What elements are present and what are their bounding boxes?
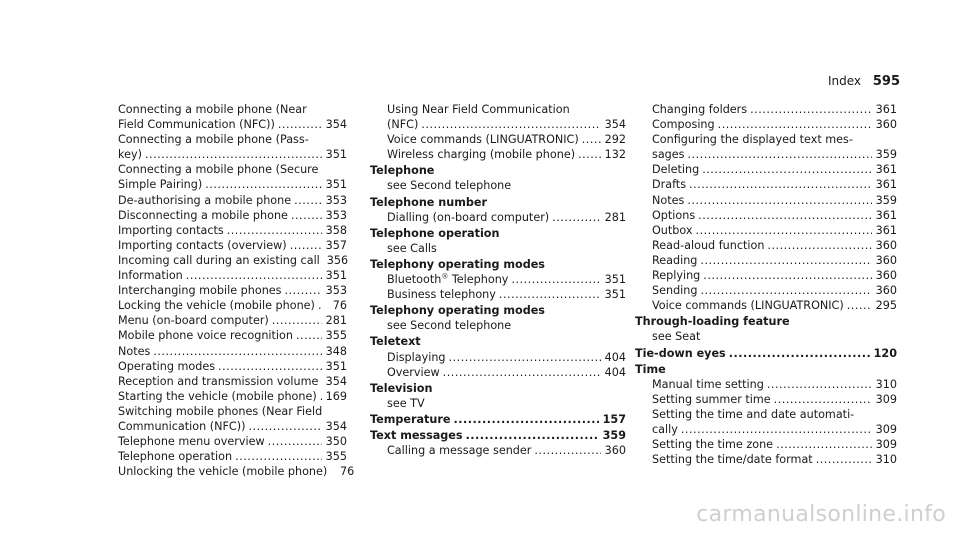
entry-text: Deleting	[652, 163, 700, 177]
page-ref: 361	[875, 208, 897, 222]
index-heading	[635, 362, 897, 377]
entry-text: Importing contacts	[118, 223, 224, 237]
entry-text: Tie-down eyes	[635, 346, 726, 360]
dot-leader	[689, 177, 872, 192]
dot-leader	[687, 193, 871, 208]
page-ref: 281	[325, 314, 347, 328]
index-entry	[635, 392, 897, 407]
entry-text: Bluetooth® Telephony	[387, 272, 509, 287]
dot-leader	[186, 268, 322, 283]
index-entry	[370, 178, 626, 193]
index-heading	[370, 257, 626, 272]
index-entry	[370, 318, 626, 333]
dot-leader	[296, 328, 322, 343]
index-entry	[635, 132, 897, 147]
index-heading	[370, 303, 626, 318]
entry-text: Calling a message sender	[387, 444, 532, 458]
page-ref: 295	[875, 299, 897, 313]
dot-leader	[552, 210, 600, 225]
entry-text: Disconnecting a mobile phone	[118, 208, 288, 222]
entry-text: see Calls	[387, 241, 437, 255]
entry-text: Telephone operation	[370, 226, 500, 240]
dot-leader	[767, 238, 871, 253]
index-heading	[635, 346, 897, 361]
index-heading	[370, 428, 626, 443]
page-ref: 360	[875, 118, 897, 132]
entry-text: Business telephony	[387, 288, 496, 302]
index-entry	[118, 404, 347, 419]
dot-leader	[776, 437, 872, 452]
index-entry	[635, 422, 897, 437]
entry-text: Text messages	[370, 428, 463, 442]
index-heading	[370, 334, 626, 349]
index-entry	[118, 223, 347, 238]
entry-text: Composing	[652, 118, 715, 132]
entry-text: Replying	[652, 269, 701, 283]
page-ref: 354	[325, 419, 347, 433]
dot-leader	[700, 253, 871, 268]
entry-text: Locking the vehicle (mobile phone)	[118, 299, 315, 313]
dot-leader	[466, 428, 599, 443]
page-ref: 361	[875, 223, 897, 237]
dot-leader	[700, 283, 871, 298]
index-entry	[635, 437, 897, 452]
page-ref: 356	[326, 253, 349, 267]
index-heading	[635, 314, 897, 329]
index-entry	[370, 350, 626, 365]
page-ref: 292	[604, 133, 626, 147]
index-entry	[635, 223, 897, 238]
entry-text: Connecting a mobile phone (Secure	[118, 163, 319, 177]
entry-text: Setting the time/date format	[652, 453, 813, 467]
index-entry	[118, 268, 347, 283]
dot-leader	[703, 268, 871, 283]
page-ref: 353	[325, 208, 347, 222]
page-ref: 354	[325, 374, 347, 388]
dot-leader	[235, 449, 322, 464]
entry-text: Notes	[652, 193, 685, 207]
page-ref: 404	[604, 365, 626, 379]
page-ref: 360	[875, 269, 897, 283]
index-heading	[370, 226, 626, 241]
entry-text: Telephone operation	[118, 450, 233, 464]
entry-text: see Second telephone	[387, 319, 512, 333]
page-ref: 360	[875, 253, 897, 267]
index-column-2	[370, 102, 626, 458]
dot-leader	[443, 365, 601, 380]
dot-leader	[578, 147, 601, 162]
dot-leader	[729, 346, 870, 361]
index-entry	[118, 208, 347, 223]
entry-text: Switching mobile phones (Near Field	[118, 404, 323, 418]
index-entry	[118, 359, 347, 374]
dot-leader	[278, 117, 322, 132]
page-ref: 355	[325, 450, 347, 464]
index-entry	[635, 407, 897, 422]
index-entry	[118, 132, 347, 147]
index-entry	[635, 329, 897, 344]
dot-leader	[318, 298, 323, 313]
dot-leader	[534, 443, 600, 458]
index-entry	[118, 102, 347, 117]
entry-text: Drafts	[652, 178, 687, 192]
index-entry	[635, 177, 897, 192]
index-entry	[118, 177, 347, 192]
page-ref: 360	[875, 284, 897, 298]
entry-text: Telephone menu overview	[118, 435, 265, 449]
entry-text: De-authorising a mobile phone	[118, 193, 292, 207]
page-ref: 361	[875, 103, 897, 116]
index-heading	[370, 381, 626, 396]
page-ref: 351	[604, 288, 626, 302]
entry-text: Changing folders	[652, 103, 748, 116]
index-entry	[118, 328, 347, 343]
page-ref: 351	[325, 269, 347, 283]
page-ref: 359	[602, 428, 626, 442]
index-column-1	[118, 102, 355, 479]
index-entry	[370, 287, 626, 302]
dot-leader	[227, 223, 322, 238]
page-ref: 354	[325, 118, 347, 132]
page-ref: 351	[604, 273, 626, 287]
entry-text: Voice commands (LINGUATRONIC)	[387, 133, 579, 147]
index-entry	[370, 272, 626, 287]
dot-leader	[698, 208, 871, 223]
dot-leader	[681, 422, 872, 437]
index-entry	[635, 238, 897, 253]
entry-text: Reading	[652, 253, 698, 267]
entry-text: Incoming call during an existing call	[118, 253, 320, 267]
entry-text: Options	[652, 208, 696, 222]
dot-leader	[294, 193, 322, 208]
entry-text: (NFC)	[387, 118, 419, 132]
dot-leader	[511, 272, 600, 287]
entry-text: Through-loading feature	[635, 315, 790, 329]
index-entry	[635, 377, 897, 392]
entry-text: Wireless charging (mobile phone)	[387, 148, 576, 162]
page-ref: 157	[602, 412, 626, 426]
entry-text: Telephony operating modes	[370, 304, 545, 318]
page-ref: 353	[325, 193, 347, 207]
dot-leader	[218, 359, 322, 374]
index-entry	[635, 452, 897, 467]
entry-text: Connecting a mobile phone (Pass-	[118, 133, 309, 147]
entry-text: Voice commands (LINGUATRONIC)	[652, 299, 844, 313]
index-entry	[118, 344, 347, 359]
dot-leader	[291, 208, 322, 223]
page-ref: 351	[325, 148, 347, 162]
index-entry	[635, 253, 897, 268]
entry-text: Displaying	[387, 350, 446, 364]
entry-text: Reception and transmission volume	[118, 374, 319, 388]
index-entry	[635, 147, 897, 162]
entry-text: Menu (on-board computer)	[118, 314, 269, 328]
dot-leader	[272, 313, 322, 328]
page-header	[828, 74, 900, 89]
index-entry	[370, 147, 626, 162]
index-entry	[118, 147, 347, 162]
index-entry	[635, 268, 897, 283]
index-column-3	[635, 102, 897, 467]
index-entry	[118, 193, 347, 208]
entry-text: Starting the vehicle (mobile phone)	[118, 389, 317, 403]
entry-text: Connecting a mobile phone (Near	[118, 103, 307, 116]
dot-leader	[453, 412, 598, 427]
entry-text: Mobile phone voice recognition	[118, 329, 293, 343]
dot-leader	[153, 344, 321, 359]
entry-text: Operating modes	[118, 359, 216, 373]
entry-text: Interchanging mobile phones	[118, 284, 282, 298]
entry-text: Outbox	[652, 223, 693, 237]
page-ref: 354	[604, 118, 626, 132]
entry-text: Setting the time zone	[652, 438, 774, 452]
entry-text: Using Near Field Communication	[387, 103, 570, 116]
entry-text: Notes	[118, 344, 151, 358]
index-entry	[118, 313, 347, 328]
index-entry	[118, 449, 347, 464]
index-entry	[635, 102, 897, 117]
watermark: carmanualsonline.info	[696, 502, 946, 527]
index-entry	[370, 396, 626, 411]
dot-leader	[718, 117, 872, 132]
dot-leader	[582, 132, 601, 147]
page-ref: 404	[604, 350, 626, 364]
entry-text: key)	[118, 148, 142, 162]
dot-leader	[816, 452, 872, 467]
page-ref: 350	[325, 435, 347, 449]
index-label: Index	[827, 74, 862, 88]
index-entry	[118, 238, 347, 253]
entry-text: Telephone number	[370, 195, 487, 209]
page-ref: 132	[604, 148, 626, 162]
page-ref: 355	[325, 329, 347, 343]
dot-leader	[774, 392, 872, 407]
page-ref: 310	[875, 453, 897, 467]
page-ref: 358	[325, 223, 347, 237]
entry-text: Sending	[652, 284, 698, 298]
index-entry	[635, 193, 897, 208]
page-ref: 76	[340, 465, 355, 479]
entry-text: Manual time setting	[652, 377, 764, 391]
dot-leader	[285, 283, 322, 298]
page-ref: 359	[875, 193, 897, 207]
index-entry	[635, 117, 897, 132]
page-ref: 309	[875, 438, 897, 452]
entry-text: Field Communication (NFC))	[118, 118, 275, 132]
page-ref: 309	[875, 392, 897, 406]
index-entry	[370, 102, 626, 117]
entry-text: Communication (NFC))	[118, 419, 246, 433]
entry-text: Overview	[387, 365, 440, 379]
entry-text: cally	[652, 422, 678, 436]
page-ref: 351	[325, 178, 347, 192]
dot-leader	[750, 102, 872, 117]
index-entry	[118, 419, 347, 434]
index-entry	[635, 162, 897, 177]
page-ref: 309	[875, 422, 897, 436]
dot-leader	[290, 238, 322, 253]
dot-leader	[499, 287, 601, 302]
index-entry	[370, 443, 626, 458]
index-entry	[635, 208, 897, 223]
entry-text: Simple Pairing)	[118, 178, 203, 192]
index-entry	[118, 253, 347, 268]
entry-text: Telephony operating modes	[370, 257, 545, 271]
entry-text: Telephone	[370, 164, 435, 178]
index-entry	[118, 162, 347, 177]
dot-leader	[688, 147, 872, 162]
index-entry	[370, 117, 626, 132]
entry-text: Importing contacts (overview)	[118, 238, 287, 252]
entry-text: see TV	[387, 396, 425, 410]
index-entry	[118, 464, 355, 479]
entry-text: Read-aloud function	[652, 238, 765, 252]
page-ref: 348	[325, 344, 347, 358]
index-entry	[118, 374, 347, 389]
index-entry	[370, 132, 626, 147]
index-entry	[635, 283, 897, 298]
dot-leader	[320, 389, 322, 404]
index-entry	[118, 117, 347, 132]
index-entry	[118, 434, 347, 449]
index-entry	[370, 210, 626, 225]
page-ref: 360	[875, 238, 897, 252]
index-entry	[370, 365, 626, 380]
entry-text: Time	[635, 362, 666, 376]
entry-text: Temperature	[370, 412, 451, 426]
page-ref: 281	[604, 210, 626, 224]
entry-text: Configuring the displayed text mes-	[652, 133, 853, 147]
page-ref: 310	[875, 377, 897, 391]
dot-leader	[847, 298, 872, 313]
page-ref: 359	[875, 148, 897, 162]
page-ref: 76	[332, 299, 347, 313]
page-ref: 351	[325, 359, 347, 373]
page-ref: 169	[325, 389, 347, 403]
index-entry	[118, 389, 347, 404]
entry-text: sages	[652, 148, 685, 162]
index-heading	[370, 195, 626, 210]
page-ref: 361	[875, 163, 897, 177]
entry-text: Setting summer time	[652, 392, 771, 406]
entry-text: Information	[118, 269, 183, 283]
dot-leader	[421, 117, 600, 132]
page-ref: 361	[875, 178, 897, 192]
entry-text: see Second telephone	[387, 179, 512, 193]
dot-leader	[248, 419, 321, 434]
entry-text: Setting the time and date automati-	[652, 407, 855, 421]
dot-leader	[205, 177, 321, 192]
index-entry	[370, 241, 626, 256]
page-ref: 360	[604, 444, 626, 458]
entry-text: Unlocking the vehicle (mobile phone)	[118, 465, 328, 479]
entry-text: Television	[370, 381, 433, 395]
entry-text: see Seat	[652, 330, 701, 344]
index-entry	[118, 298, 347, 313]
dot-leader	[696, 223, 872, 238]
entry-text: Teletext	[370, 335, 421, 349]
page-ref: 120	[873, 346, 897, 360]
dot-leader	[702, 162, 871, 177]
page-number: 595	[872, 74, 900, 89]
page-ref: 353	[325, 284, 347, 298]
entry-text: Dialling (on-board computer)	[387, 210, 550, 224]
index-heading	[370, 163, 626, 178]
page-ref: 357	[325, 238, 347, 252]
dot-leader	[449, 350, 601, 365]
index-entry	[635, 298, 897, 313]
index-entry	[118, 283, 347, 298]
index-heading	[370, 412, 626, 427]
dot-leader	[767, 377, 872, 392]
dot-leader	[145, 147, 322, 162]
dot-leader	[268, 434, 322, 449]
